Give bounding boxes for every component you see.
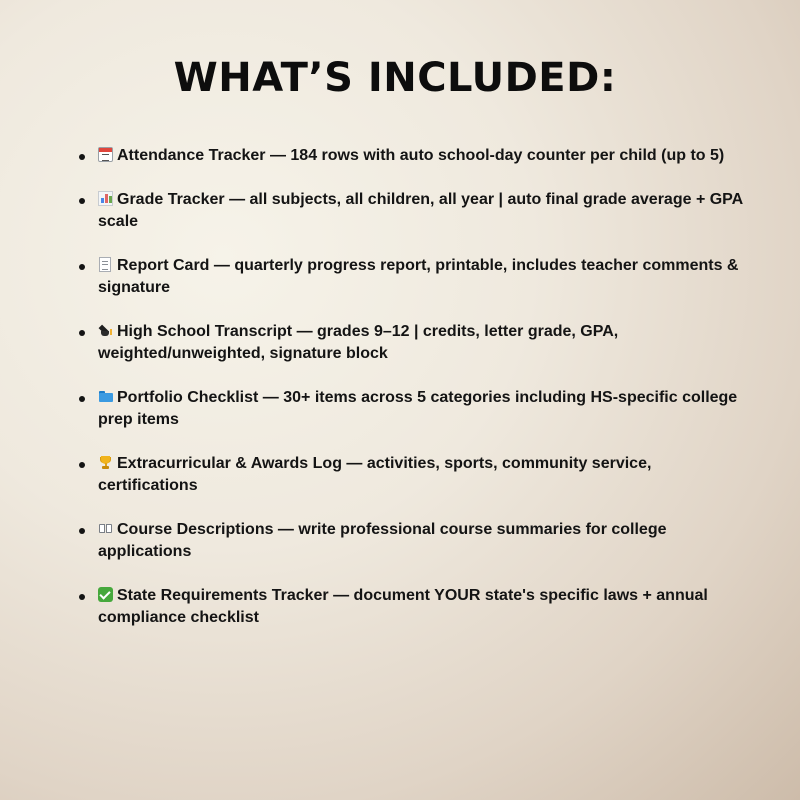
list-item-text: Attendance Tracker — 184 rows with auto school-day counter per child (up to 5) (117, 147, 725, 164)
list-item-attendance-tracker (98, 145, 748, 167)
calendar-icon (98, 147, 113, 162)
list-item-grade-tracker (98, 189, 748, 233)
list-item-high-school-transcript (98, 321, 748, 365)
list-item-state-requirements-tracker (98, 585, 748, 629)
bullet-dot (79, 462, 85, 468)
list-item-extracurricular-awards-log (98, 453, 748, 497)
list-item-text: High School Transcript — grades 9–12 | credits, letter grade, GPA, weighted/unweighted, signature block (98, 323, 619, 362)
bullet-dot (79, 396, 85, 402)
bullet-dot (79, 198, 85, 204)
bullet-dot (79, 528, 85, 534)
list-item-text: Grade Tracker — all subjects, all children, all year | auto final grade average + GPA scale (98, 191, 743, 230)
list-item-text: Portfolio Checklist — 30+ items across 5 categories including HS-specific college prep items (98, 389, 738, 428)
trophy-icon (98, 455, 113, 470)
page-title: WHAT’S INCLUDED: (173, 55, 617, 101)
bullet-dot (79, 264, 85, 270)
graduation-cap-icon (98, 323, 113, 338)
bullet-dot (79, 330, 85, 336)
list-item-text: Course Descriptions — write professional course summaries for college applications (98, 521, 667, 560)
bar-chart-icon (98, 191, 113, 206)
check-mark-button-icon (98, 587, 113, 602)
list-item-report-card (98, 255, 748, 299)
folder-icon (98, 389, 113, 404)
included-list (98, 145, 748, 651)
open-book-icon (98, 521, 113, 536)
bullet-dot (79, 154, 85, 160)
list-item-course-descriptions (98, 519, 748, 563)
document-icon (99, 257, 111, 272)
bullet-dot (79, 594, 85, 600)
list-item-text: Extracurricular & Awards Log — activities, sports, community service, certifications (98, 455, 652, 494)
list-item-text: Report Card — quarterly progress report, printable, includes teacher comments & signature (98, 257, 739, 296)
list-item-portfolio-checklist (98, 387, 748, 431)
list-item-text: State Requirements Tracker — document YOUR state's specific laws + annual compliance checklist (98, 587, 708, 626)
